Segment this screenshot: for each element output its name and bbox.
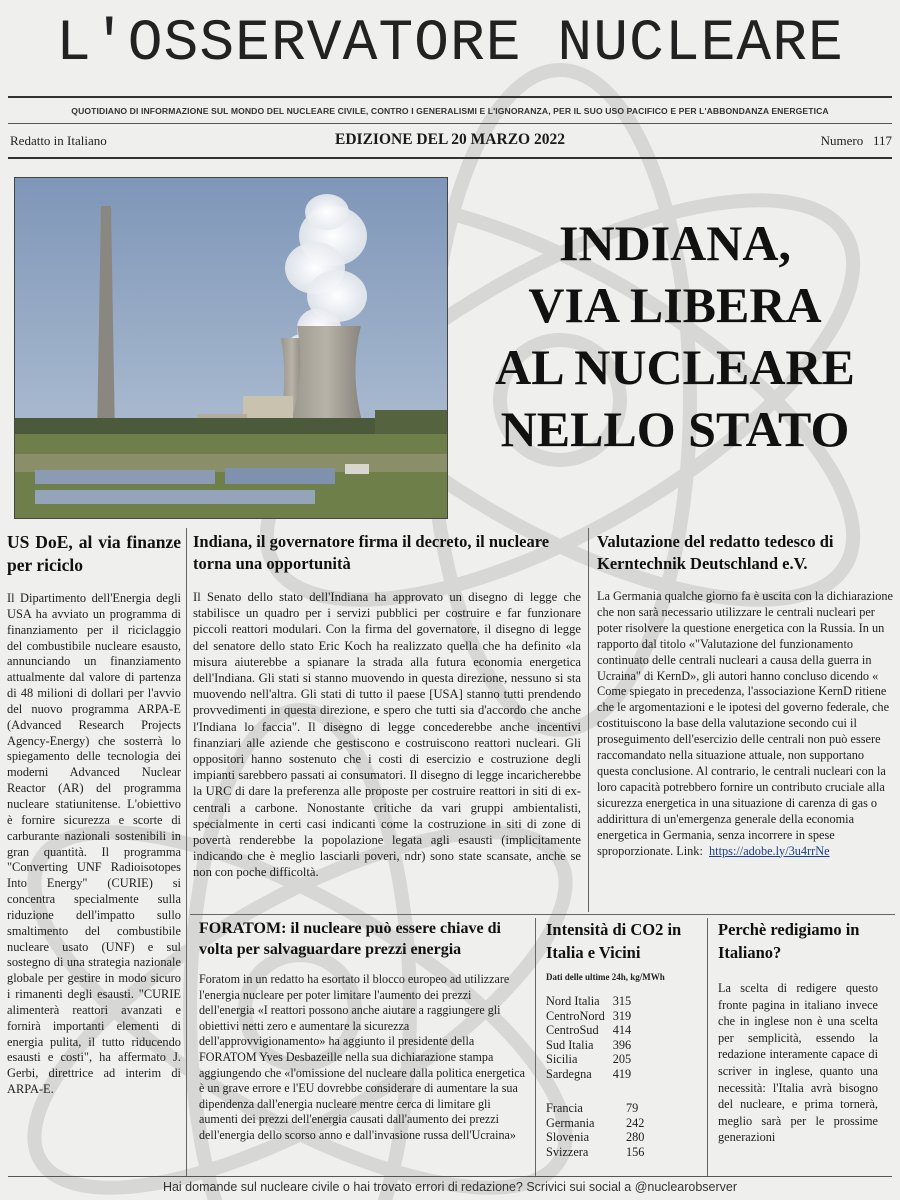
co2-neighbours-table bbox=[546, 1101, 644, 1159]
article-doe-body: Il Dipartimento dell'Energia degli USA ha avviato un programma di finanziamento per il riciclaggio del combustibile nucleare esausto, annunciando un finanziamento attualmente dal valore di partenza di 48 milioni di dollari per l'avvio del nuovo programma ARPA-E (Advanced Research Projects Agency-Energy) che sosterrà lo spiegamento delle tecnologia dei moderni Advanced Nuclear Reactor (AR) del programma nucleare statiunitense. L'obiettivo è fornire sicurezza e scorte di carburante nazionali sostenibili in gran quantità. Il programma "Converting UNF Radioisotopes Into Energy" (CURIE) si concentra specialmente sulla riduzione dell'impatto sullo smaltimento del combustibile nucleare usato (UNF) e sul sostegno di una strategia nazionale globale per gestire in modo sicuro i rimanenti degli esausti. "CURIE alimenterà reattori avanzati e fornirà importanti elementi di energia pulita, il tutto riducendo esausti e costi", ha affermato J. Gerbi, direttrice ad interim di ARPA-E. bbox=[7, 591, 181, 1097]
table-row bbox=[546, 1023, 631, 1038]
article-kerntechnik-text: La Germania qualche giorno fa è uscita con la dichiarazione che non sarà necessario utilizzare le centrali nucleari per poter risolvere la questione energetica con la Russia. In un rapporto dal titolo «"Valutazione del funzionamento continuato delle centrali nucleari a causa della guerra in Ucraina" di KernD», gli autori hanno concluso dicendo « Come spiegato in precedenza, l'associazione KernD ritiene che le argomentazioni e le ipotesi del governo federale, che costituiscono la base della valutazione secondo cui il proseguimento dell'esercizio delle centrali non può essere raccomandato nella situazione attuale, non supportano questa conclusione. Al contrario, le centrali nucleari con la loro capacità potrebbero fornire un contributo cruciale alla sicurezza energetica in una situazione di carenza di gas o addirittura di un'emergenza generale della economia energetica in Germania, senza incorrere in spese sproporzionate. Link: bbox=[597, 589, 894, 858]
co2-italy-table bbox=[546, 994, 631, 1081]
co2-region: Slovenia bbox=[546, 1130, 590, 1144]
table-row bbox=[546, 1145, 644, 1160]
article-why-italian-body: La scelta di redigere questo fronte pagina in italiano invece che in inglese non è una scelta per semplicità, essendo la redazione interamente capace di scriver in inglese, quanto una necessità: l'Italia avrà bisogno del nucleare, e prima tornerà, meglio sarà per le prossime generazioni bbox=[718, 981, 878, 1145]
section-divider bbox=[190, 914, 895, 915]
co2-region: Francia bbox=[546, 1101, 583, 1115]
footer-rule bbox=[8, 1176, 892, 1177]
co2-value: 319 bbox=[612, 1008, 632, 1023]
newspaper-title: L'OSSERVATORE NUCLEARE bbox=[56, 12, 844, 77]
table-row bbox=[546, 1101, 644, 1116]
article-kerntechnik-body bbox=[597, 589, 893, 859]
co2-value: 280 bbox=[626, 1130, 645, 1144]
co2-region: Sud Italia bbox=[546, 1037, 594, 1052]
co2-value: 419 bbox=[612, 1066, 632, 1081]
table-row bbox=[546, 1038, 631, 1053]
co2-value: 315 bbox=[612, 994, 632, 1008]
table-row bbox=[546, 1052, 631, 1067]
co2-region: Germania bbox=[546, 1115, 595, 1130]
footer-text: Hai domande sul nucleare civile o hai trovato errori di redazione? Scrivici sui social a @nuclearobserver bbox=[162, 1180, 738, 1194]
article-why-italian-title: Perchè redigiamo in Italiano? bbox=[718, 920, 860, 962]
headline-line-1: INDIANA, bbox=[559, 215, 791, 271]
column-divider-3 bbox=[535, 918, 536, 1176]
co2-region: CentroSud bbox=[546, 1023, 599, 1037]
table-row bbox=[546, 994, 631, 1009]
co2-region: Sicilia bbox=[546, 1052, 578, 1066]
article-co2-title: Intensità di CO2 in Italia e Vicini bbox=[546, 920, 682, 962]
co2-value: 205 bbox=[612, 1052, 632, 1066]
co2-region: Sardegna bbox=[546, 1066, 592, 1081]
headline-line-2: VIA LIBERA bbox=[528, 277, 822, 333]
co2-region: Svizzera bbox=[546, 1144, 589, 1159]
masthead-rule-bottom bbox=[8, 157, 892, 159]
co2-value: 79 bbox=[626, 1101, 639, 1115]
co2-value: 414 bbox=[612, 1023, 632, 1037]
co2-value: 156 bbox=[626, 1144, 645, 1159]
main-headline bbox=[460, 212, 890, 460]
article-kerntechnik bbox=[597, 531, 893, 859]
article-co2-subtitle: Dati delle ultime 24h, kg/MWh bbox=[546, 972, 665, 982]
article-foratom bbox=[199, 918, 529, 1144]
article-kerntechnik-title: Valutazione del redatto tedesco di Kerntechnik Deutschland e.V. bbox=[597, 532, 834, 573]
article-why-italian bbox=[718, 918, 878, 1146]
article-doe bbox=[7, 531, 181, 1098]
nuclear-power-plant-image bbox=[14, 177, 448, 519]
article-foratom-title: FORATOM: il nucleare può essere chiave di volta per salvaguardare prezzi energia bbox=[199, 920, 501, 958]
co2-value: 396 bbox=[612, 1037, 632, 1052]
article-foratom-body: Foratom in un redatto ha esortato il blocco europeo ad utilizzare l'energia nucleare per poter limitare l'aumento dei prezzi dell'energia «I reattori possono anche aiutare a raggiungere gli obiettivi netti zero e aumentare la sicurezza dell'approvvigionamento» ha aggiunto il presidente della FORATOM Yves Desbazeille nella sua dichiarazione stampa aggiungendo che «l'omissione del nucleare dalla politica energetica è un grave errore e l'EU dovrebbe considerare di aumentare la sua dipendenza dall'energia nucleare mentre cerca di limitare gli aumenti dei prezzi dell'energia causati dall'aumento dei prezzi dell'energia dello scorso anno e dall'invasione russa dell'Ucraina» bbox=[199, 972, 526, 1142]
column-divider-2 bbox=[588, 528, 589, 912]
table-row bbox=[546, 1009, 631, 1024]
edition-date: EDIZIONE DEL 20 MARZO 2022 bbox=[335, 131, 565, 148]
headline-line-4: NELLO STATO bbox=[500, 401, 850, 457]
headline-line-3: AL NUCLEARE bbox=[495, 339, 855, 395]
column-divider-4 bbox=[707, 918, 708, 1176]
table-row bbox=[546, 1130, 644, 1145]
article-kerntechnik-link[interactable]: https://adobe.ly/3u4rrNe bbox=[709, 843, 830, 858]
article-indiana-body: Il Senato dello stato dell'Indiana ha approvato un disegno di legge che stabilisce un quadro per i servizi pubblici per costruire e far funzionare piccoli reattori modulari. Con la firma del governatore, il disegno di legge del senatore dello stato Eric Koch ha realizzato quella che ha definito «la misura aiuterebbe a spianare la strada alla futura economia energetica dell'Indiana. Gli stati si stanno muovendo in questa direzione, nessuno si sta muovendo nell'altra. Gli stati di tutto il paese [USA] stanno tutti prendendo provvedimenti in questa direzione, e spero che tutti sia d'accordo che anche l'Indiana lo faccia". Il disegno di legge concederebbe anche incentivi finanziari alle aziende che gestiscono e costruiscono reattori nucleari. Gli oppositori hanno sostenuto che i costi di esercizio e costruzione degli impianti sarebbero passati ai consumatori. Il disegno di legge incaricherebbe la URC di dare la preferenza alle proposte per costruire reattori in siti di ex-centrali a carbone. Nonostante critiche da vari gruppi ambientalisti, specialmente in certi casi indicanti come la costruzione in siti di zone di povertà renderebbe la popolazione legata agli esausti (implicitamente indicando che è meglio lasciarli poveri, ndr) sono state scansate, anche se non con poche difficoltà. bbox=[193, 590, 581, 880]
issue-number-label: Numero bbox=[820, 133, 864, 148]
article-indiana-title: Indiana, il governatore firma il decreto, il nucleare torna una opportunità bbox=[193, 532, 550, 573]
table-row bbox=[546, 1116, 644, 1131]
masthead-rule-top bbox=[8, 96, 892, 98]
article-indiana bbox=[193, 531, 581, 881]
newspaper-subtitle: QUOTIDIANO DI INFORMAZIONE SUL MONDO DEL NUCLEARE CIVILE, CONTRO I GENERALISMI E L'IGNORANZA, PER IL SUO USO PACIFICO E PER L'ABBONDANZA ENERGETICA bbox=[71, 106, 829, 116]
column-divider-1 bbox=[186, 528, 187, 1176]
subtitle-rule bbox=[8, 123, 892, 124]
issue-number bbox=[821, 133, 892, 149]
table-row bbox=[546, 1067, 631, 1082]
language-label: Redatto in Italiano bbox=[10, 133, 107, 148]
co2-region: Nord Italia bbox=[546, 994, 600, 1008]
co2-region: CentroNord bbox=[546, 1008, 605, 1023]
issue-number-value: 117 bbox=[872, 133, 892, 148]
article-doe-title: US DoE, al via finanze per riciclo bbox=[7, 532, 181, 575]
co2-value: 242 bbox=[626, 1115, 645, 1130]
article-co2 bbox=[546, 918, 704, 1159]
